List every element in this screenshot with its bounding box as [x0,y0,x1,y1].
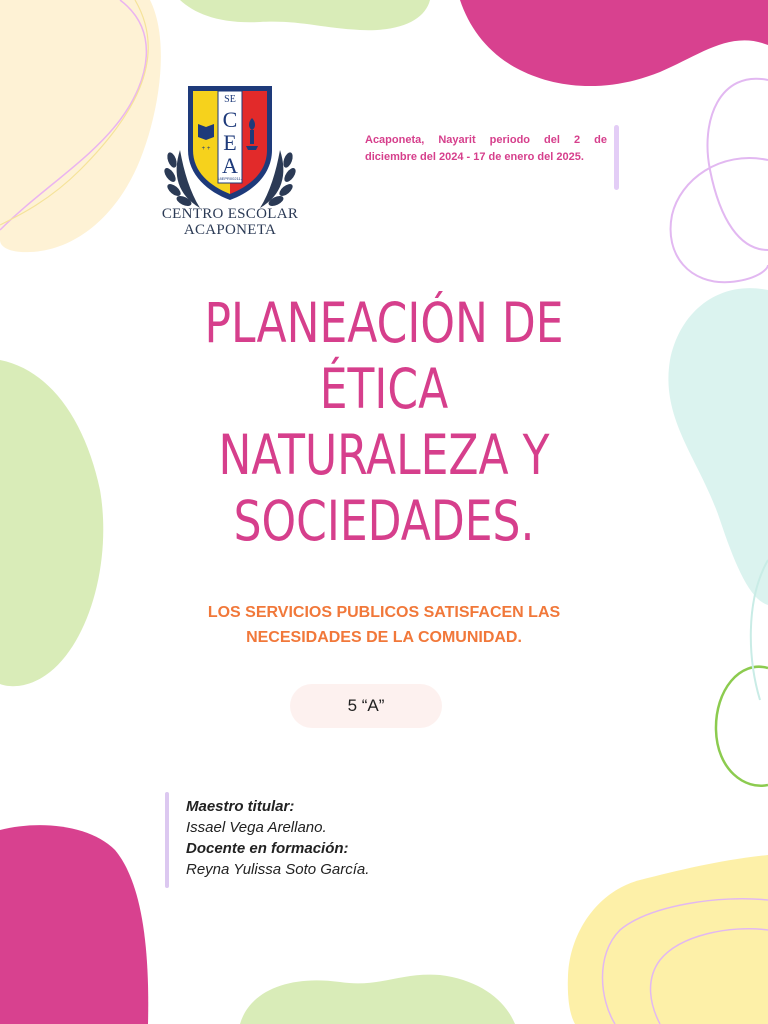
teachers-block [186,796,566,880]
blob-top-left-cream [0,0,161,252]
logo-letter-e: E [223,130,237,155]
school-name-line1: CENTRO ESCOLAR [161,206,299,222]
group-badge: 5 “A” [290,684,442,728]
title-line-2: ÉTICA [319,357,449,421]
svg-text:+ +: + + [201,146,211,152]
date-accent-bar [614,125,619,190]
logo-letter-se: SE [224,94,236,105]
school-name-line2: ACAPONETA [183,222,277,238]
period-date-text: Acaponeta, Nayarit periodo del 2 de diciembre del 2024 - 17 de enero del 2025. [365,134,607,163]
blob-top-green [180,0,430,30]
school-name [150,206,310,238]
trainee-name: Reyna Yulissa Soto García. [186,861,370,878]
topic-subtitle [130,600,638,650]
blob-bottom-right-yellow [568,855,768,1024]
titular-name: Issael Vega Arellano. [186,819,327,836]
trainee-label: Docente en formación: [186,840,349,857]
blob-right-mint [668,288,768,605]
blob-left-green [0,360,103,686]
titular-label: Maestro titular: [186,798,295,815]
document-title [165,290,603,554]
line-right-green [716,667,768,786]
blob-bottom-green [240,975,515,1024]
logo-letter-a: A [222,153,238,178]
title-line-1: PLANEACIÓN DE [204,291,564,355]
blob-top-right-magenta [460,0,768,86]
logo-letter-c: C [222,107,238,132]
title-line-4: SOCIEDADES. [233,489,535,553]
line-right-lavender-2 [671,158,768,282]
subtitle-line-2: NECESIDADES DE LA COMUNIDAD. [246,629,522,646]
blob-bottom-left-magenta [0,825,148,1024]
teachers-accent-bar [165,792,169,888]
subtitle-line-1: LOS SERVICIOS PUBLICOS SATISFACEN LAS [207,604,561,621]
logo-code: 18EPR00211J [217,176,243,181]
title-line-3: NATURALEZA Y [218,423,550,487]
